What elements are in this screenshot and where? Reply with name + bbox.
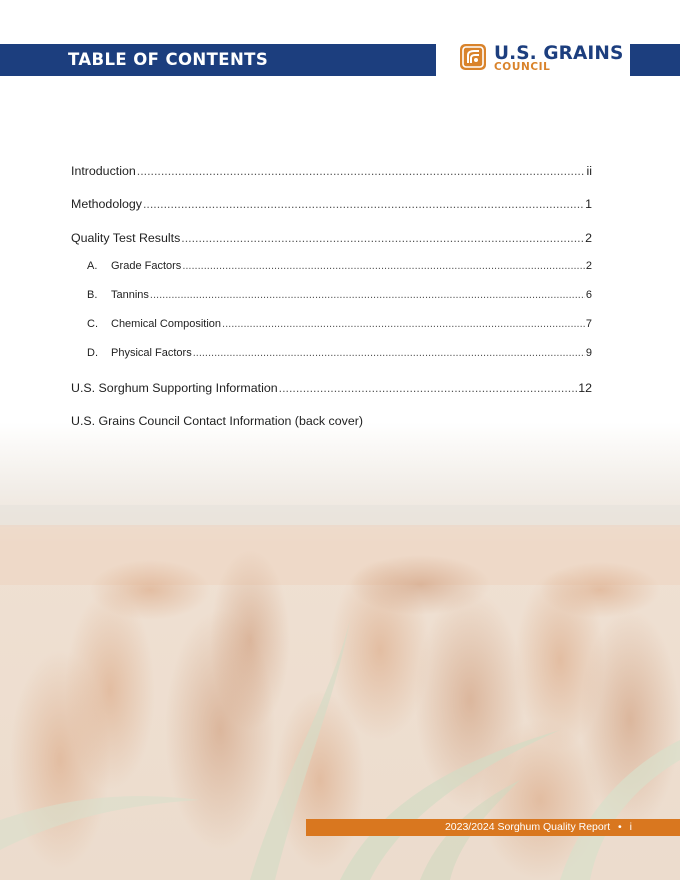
toc-entry[interactable] [71, 414, 592, 428]
toc-subentry[interactable] [71, 318, 592, 330]
page-number: i [629, 821, 632, 833]
toc-subentry[interactable] [71, 260, 592, 272]
toc-entry-label: Quality Test Results [71, 231, 181, 245]
toc-entry-label: Physical Factors [111, 347, 192, 359]
toc-entry-label: U.S. Grains Council Contact Information (back cover) [71, 414, 363, 428]
toc-leader-dots [137, 164, 586, 178]
toc-leader-dots [193, 347, 585, 359]
toc-entry-label: U.S. Sorghum Supporting Information [71, 381, 278, 395]
toc-leader-dots [182, 260, 585, 272]
toc-subentry-letter: A. [87, 260, 98, 272]
toc-entry-label: Grade Factors [111, 260, 182, 272]
toc-entry-page: 9 [585, 347, 592, 359]
toc-entry[interactable] [71, 164, 592, 178]
toc-subentry-letter: B. [87, 289, 98, 301]
toc-entry[interactable] [71, 381, 592, 395]
footer-report-title: 2023/2024 Sorghum Quality Report [444, 821, 611, 833]
toc-leader-dots [222, 318, 585, 330]
toc-entry-label: Chemical Composition [111, 318, 222, 330]
grain-logo-icon [459, 43, 487, 71]
toc-entry-page: 7 [585, 318, 592, 330]
toc-entry-label: Methodology [71, 197, 142, 211]
toc-subentry[interactable] [71, 289, 592, 301]
logo-text-secondary: COUNCIL [494, 61, 551, 73]
header-accent-block [630, 44, 680, 76]
footer-bar [306, 819, 680, 836]
usgc-logo [459, 43, 624, 73]
toc-entry-page: ii [586, 164, 592, 178]
toc-entry[interactable] [71, 231, 592, 245]
logo-text-primary: U.S. GRAINS [494, 43, 624, 64]
toc-leader-dots [279, 381, 578, 395]
toc-leader-dots [181, 231, 584, 245]
toc-entry-label: Tannins [111, 289, 149, 301]
toc-subentry-letter: C. [87, 318, 98, 330]
page-title: TABLE OF CONTENTS [68, 50, 269, 69]
toc-entry-page: 2 [585, 231, 592, 245]
footer-caption [445, 821, 632, 833]
toc-subentry-letter: D. [87, 347, 98, 359]
toc-leader-dots [150, 289, 585, 301]
footer-separator: • [618, 821, 622, 833]
toc-entry-page: 6 [585, 289, 592, 301]
toc-entry-page: 1 [585, 197, 592, 211]
toc-entry[interactable] [71, 197, 592, 211]
toc-leader-dots [143, 197, 584, 211]
toc-subentry[interactable] [71, 347, 592, 359]
toc-entry-page: 2 [585, 260, 592, 272]
toc-entry-label: Introduction [71, 164, 136, 178]
toc-entry-page: 12 [578, 381, 592, 395]
